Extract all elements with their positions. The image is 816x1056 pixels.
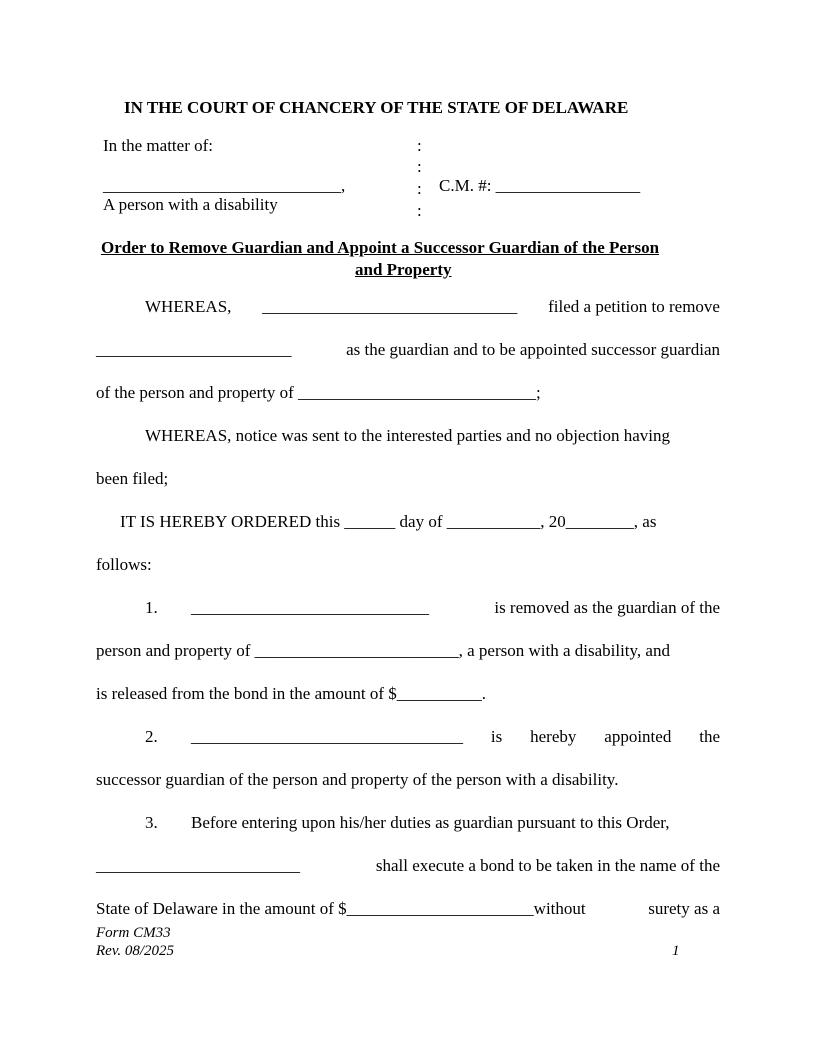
item-2-word: the [699, 727, 720, 746]
order-heading-line2: and Property [355, 260, 452, 279]
case-number-field: C.M. #: _________________ [439, 176, 641, 195]
whereas-paragraph-1 [145, 298, 720, 315]
item-3-line2-text: shall execute a bond to be taken in the name of the [375, 856, 720, 875]
item-1-line2: person and property of ________________________, a person with a disability, and [96, 641, 670, 660]
item-1-line1 [191, 599, 720, 616]
matter-label: In the matter of: [103, 136, 213, 155]
item-3-line3-a: State of Delaware in the amount of $______________________without [96, 899, 586, 918]
removed-guardian-blank: ____________________________ [191, 598, 429, 617]
item-3-text: Before entering upon his/her duties as guardian pursuant to this Order, [191, 813, 670, 832]
whereas-text: filed a petition to remove [548, 297, 720, 316]
item-2-word: is [490, 727, 503, 746]
item-3-line3-b: surety as a [648, 899, 720, 918]
item-1-line3: is released from the bond in the amount of $__________. [96, 684, 486, 703]
item-2-number: 2. [145, 727, 158, 746]
order-heading-line1: Order to Remove Guardian and Appoint a Successor Guardian of the Person [101, 238, 660, 257]
whereas-1-line3: of the person and property of ____________________________; [96, 383, 541, 402]
item-1-number: 1. [145, 598, 158, 617]
whereas-1-line2 [96, 341, 720, 358]
whereas-paragraph-2 [145, 427, 720, 444]
whereas-2-text: WHEREAS, notice was sent to the interested parties and no objection having [145, 426, 670, 445]
petitioner-blank: ______________________________ [262, 297, 518, 316]
successor-guardian-blank: ________________________________ [191, 727, 463, 746]
caption-colon: : [417, 201, 422, 220]
whereas-2-line2: been filed; [96, 469, 169, 488]
form-number: Form CM33 [96, 925, 171, 941]
page-number: 1 [672, 943, 680, 959]
whereas-word: WHEREAS, [145, 297, 232, 316]
person-description: A person with a disability [103, 195, 278, 214]
name-blank: ____________________________, [103, 176, 346, 195]
follows-text: follows: [96, 555, 152, 574]
caption-colon: : [417, 157, 422, 176]
item-3-line2 [96, 857, 720, 874]
revision-date: Rev. 08/2025 [96, 943, 175, 959]
item-3-number: 3. [145, 813, 158, 832]
item-3-line1 [191, 814, 720, 831]
whereas-1-line2-text: as the guardian and to be appointed successor guardian [346, 340, 720, 359]
court-title: IN THE COURT OF CHANCERY OF THE STATE OF DELAWARE [124, 98, 629, 117]
item-3-line3 [96, 900, 720, 917]
ordered-line: IT IS HEREBY ORDERED this ______ day of ___________, 20________, as [120, 512, 657, 531]
bond-party-blank: ________________________ [96, 856, 300, 875]
item-2-line1 [191, 728, 720, 745]
item-2-word: appointed [604, 727, 672, 746]
guardian-blank: _______________________ [96, 340, 292, 359]
caption-colon: : [417, 136, 422, 155]
item-2-line2: successor guardian of the person and property of the person with a disability. [96, 770, 619, 789]
caption-colon: : [417, 179, 422, 198]
item-1-text: is removed as the guardian of the [494, 598, 720, 617]
item-2-word: hereby [530, 727, 577, 746]
